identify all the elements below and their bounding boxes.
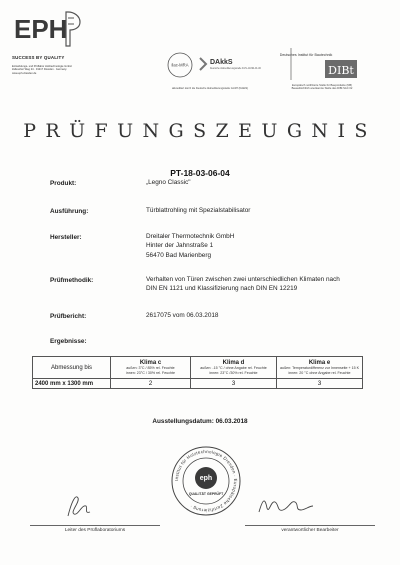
seal-center-top: eph bbox=[199, 475, 213, 482]
dakks-label: DAkkS bbox=[210, 59, 233, 66]
dibt-caption-line: Bauaufsichtlich anerkannte Stelle des DIBt SAC 02 bbox=[291, 87, 353, 91]
dakks-sub: Deutsche Akkreditierungsstelle D-PL-11094-01-00 bbox=[210, 68, 261, 70]
value-cell: 3 bbox=[277, 379, 363, 389]
pruefbericht-value: 2617075 vom 06.03.2018 bbox=[146, 312, 219, 319]
eph-address-line: Entwicklungs- und Prüflabor Holztechnologie GmbH bbox=[12, 65, 72, 68]
dim-header: Abmessung bis bbox=[33, 357, 111, 379]
signature-caption-right: verantwortlicher Bearbeiter bbox=[281, 528, 339, 533]
quality-seal bbox=[170, 445, 242, 517]
klima-c-header bbox=[111, 357, 191, 379]
eph-address bbox=[12, 65, 132, 75]
accreditation-caption: akkreditiert durch die Deutsche Akkreditierungsstelle GmbH (DAkkS) bbox=[171, 87, 248, 90]
column-title: Klima d bbox=[222, 360, 245, 367]
signature-line-right bbox=[245, 525, 375, 526]
column-sub: innen: 23°C /30% rel. Feuchte bbox=[209, 370, 258, 375]
column-sub: außen: Temperaturdifferenz zur Innenseite + 15 K bbox=[279, 366, 360, 371]
ausfuehrung-value: Türblattrohling mit Spezialstabilisator bbox=[146, 207, 251, 214]
klima-e-header bbox=[277, 357, 363, 379]
value-cell: 2 bbox=[111, 379, 191, 389]
pruefmethodik-label: Prüfmethodik: bbox=[50, 277, 94, 284]
eph-address-line: Zellescher Weg 24 · 01217 Dresden · Germany bbox=[12, 68, 67, 72]
signature-right bbox=[255, 492, 315, 518]
dibt-caption bbox=[262, 84, 382, 91]
certificate-number: PT-18-03-06-04 bbox=[170, 168, 230, 178]
produkt-label: Produkt: bbox=[50, 180, 77, 187]
eph-address-line: www.eph-dresden.de bbox=[12, 71, 37, 75]
eph-logo bbox=[12, 8, 82, 48]
seal-ring-text: Institut für Holztechnologie Dresden · Europäische Zertifizierung · bbox=[173, 448, 239, 514]
dakks-chevron-icon bbox=[200, 58, 206, 70]
dimension-cell: 2400 mm x 1300 mm bbox=[33, 379, 111, 389]
dibt-logo bbox=[279, 46, 359, 82]
hersteller-label: Hersteller: bbox=[50, 234, 82, 241]
ergebnisse-label: Ergebnisse: bbox=[50, 338, 87, 345]
dibt-caption-line: Europäisch notifizierte Stelle für Bauprodukte (NB) bbox=[291, 84, 353, 87]
produkt-value: „Legno Classic" bbox=[146, 179, 191, 186]
klima-d-header bbox=[191, 357, 277, 379]
hersteller-line: 56470 Bad Marienberg bbox=[146, 251, 212, 259]
hersteller-line: Hinter der Jahnstraße 1 bbox=[146, 242, 214, 250]
eph-logo-text: EPH bbox=[14, 14, 68, 44]
pruefbericht-label: Prüfbericht: bbox=[50, 313, 87, 320]
hersteller-line: Dreitaler Thermotechnik GmbH bbox=[146, 233, 235, 240]
table-row bbox=[33, 379, 363, 389]
dibt-short: DIBt bbox=[328, 64, 354, 77]
signature-caption-left: Leiter des Prüflaboratoriums bbox=[64, 528, 126, 533]
signature-line-left bbox=[30, 525, 160, 526]
ilac-label: ilac-MRA bbox=[171, 62, 189, 68]
ausfuehrung-label: Ausführung: bbox=[50, 208, 89, 215]
column-sub: außen: 3°C / 85% rel. Feuchte bbox=[126, 366, 175, 371]
pruefmethodik-line: Verhalten von Türen zwischen zwei unterschiedlichen Klimaten nach bbox=[146, 276, 340, 283]
accreditation-logos bbox=[166, 48, 261, 80]
seal-center-bottom: QUALITÄT GEPRÜFT bbox=[188, 492, 224, 496]
column-title: Klima c bbox=[139, 360, 162, 367]
document-title: PRÜFUNGSZEUGNIS bbox=[23, 120, 377, 142]
column-sub: innen: 23°C / 30% rel. Feuchte bbox=[126, 370, 175, 375]
dibt-name: Deutsches Institut für Bautechnik bbox=[279, 53, 333, 57]
issue-date: Ausstellungsdatum: 06.03.2018 bbox=[152, 418, 248, 425]
column-sub: außen: -15 °C / ohne Angabe rel. Feuchte bbox=[200, 366, 267, 371]
results-table bbox=[32, 356, 363, 389]
hersteller-value bbox=[146, 232, 234, 260]
column-title: Klima e bbox=[308, 360, 331, 367]
value-cell: 3 bbox=[191, 379, 277, 389]
column-sub: innen: 20 °C ohne Angabe rel. Feuchte bbox=[288, 370, 351, 375]
table-header-row bbox=[33, 357, 363, 379]
eph-tagline: SUCCESS BY QUALITY bbox=[12, 55, 65, 60]
pruefmethodik-value bbox=[146, 275, 371, 294]
signature-left bbox=[60, 490, 100, 520]
pruefmethodik-line: DIN EN 1121 und Klassifizierung nach DIN EN 12219 bbox=[146, 285, 298, 293]
